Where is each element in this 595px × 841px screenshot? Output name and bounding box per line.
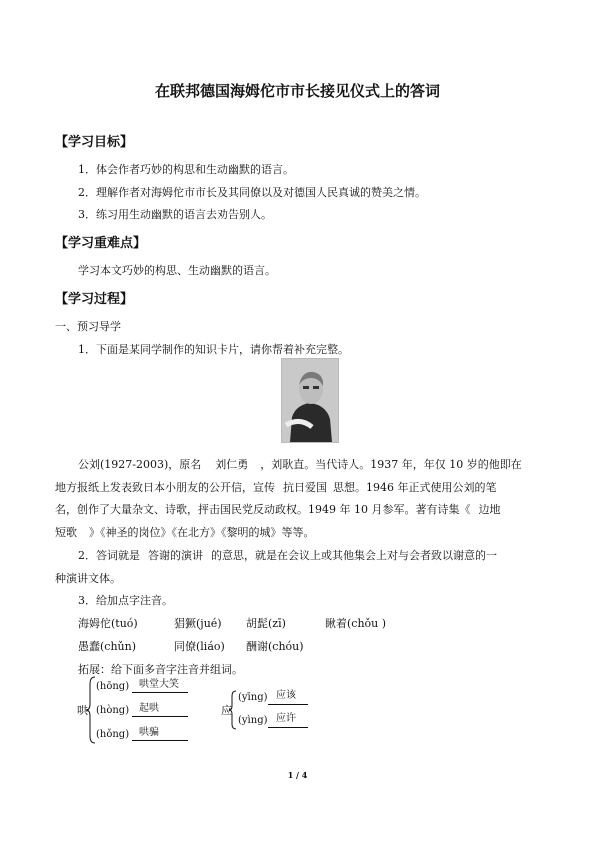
bio-text: 》《神圣的岗位》《在北方》《黎明的城》等等。 <box>89 526 315 539</box>
expand-instruction: 拓展：给下面多音字注音并组词。 <box>78 663 243 676</box>
bio-answer: 刘仁勇 <box>215 458 249 471</box>
bio-answer: 短歌 <box>55 526 77 539</box>
hong-word: 哄骗 <box>139 727 159 738</box>
bio-text: 名，创作了大量杂文、诗歌，抨击国民党反动政权。1949 年 10 月参军。著有诗集《 <box>55 503 471 516</box>
ying-word: 应该 <box>276 690 296 701</box>
answer-underline <box>132 692 188 693</box>
objective-item: 1．体会作者巧妙的构思和生动幽默的语言。 <box>78 163 294 176</box>
preview-heading: 一、预习导学 <box>55 320 121 333</box>
pinyin-item: 愚蠢(chǔn) <box>78 640 136 653</box>
hong-pinyin: (hǒng) <box>96 729 130 740</box>
objective-item: 2．理解作者对海姆佗市市长及其同僚以及对德国人民真诚的赞美之情。 <box>78 186 426 199</box>
hong-word: 起哄 <box>139 703 159 714</box>
left-brace-icon <box>86 676 96 744</box>
question-2-text: 2．答词就是 <box>78 549 140 562</box>
bio-text: ，刘耿直。当代诗人。1937 年，年仅 10 岁的他即在 <box>260 458 522 471</box>
objectives-heading: 【学习目标】 <box>55 135 134 150</box>
hong-character: 哄 <box>77 704 88 717</box>
question-2-text: 种演讲文体。 <box>55 572 121 585</box>
process-heading: 【学习过程】 <box>55 292 134 307</box>
bio-text: 思想。1946 年正式使用公刘的笔 <box>333 481 497 494</box>
ying-character: 应 <box>221 704 232 717</box>
bio-answer: 抗日爱国 <box>283 481 327 494</box>
hong-pinyin: (hòng) <box>96 705 130 716</box>
answer-underline <box>268 704 308 705</box>
pinyin-item: 猖獗(jué) <box>174 617 222 630</box>
page-title: 在联邦德国海姆佗市市长接见仪式上的答词 <box>154 82 440 100</box>
pinyin-item: 同僚(liáo) <box>174 640 225 653</box>
pinyin-item: 瞅着(chǒu ) <box>325 617 387 630</box>
answer-underline <box>132 740 188 741</box>
pinyin-item: 海姆佗(tuó) <box>78 617 138 630</box>
question-2-answer: 答谢的演讲 <box>148 549 203 562</box>
key-points-heading: 【学习重难点】 <box>55 236 147 251</box>
question-2-text: 的意思，就是在会议上或其他集会上对与会者致以谢意的一 <box>211 549 497 562</box>
ying-word: 应许 <box>276 713 296 724</box>
pinyin-item: 胡髭(zī) <box>246 617 286 630</box>
author-photo <box>281 358 339 443</box>
ying-pinyin: (yìng) <box>238 715 268 726</box>
bio-text: 地方报纸上发表致日本小朋友的公开信，宣传 <box>55 481 275 494</box>
question-1: 1．下面是某同学制作的知识卡片，请你帮着补充完整。 <box>78 343 349 356</box>
key-points-text: 学习本文巧妙的构思、生动幽默的语言。 <box>78 264 276 277</box>
bio-answer: 边地 <box>478 503 501 516</box>
answer-underline <box>268 727 308 728</box>
pinyin-item: 酬谢(chóu) <box>246 640 304 653</box>
hong-pinyin: (hōng) <box>96 681 130 692</box>
answer-underline <box>132 716 188 717</box>
hong-word: 哄堂大笑 <box>139 679 179 690</box>
bio-text: 公刘(1927-2003)，原名 <box>78 458 202 471</box>
page-number: 1 / 4 <box>287 770 308 780</box>
question-3: 3．给加点字注音。 <box>78 594 173 607</box>
left-brace-icon <box>229 690 237 730</box>
objective-item: 3．练习用生动幽默的语言去劝告别人。 <box>78 208 272 221</box>
ying-pinyin: (yīng) <box>238 692 268 703</box>
